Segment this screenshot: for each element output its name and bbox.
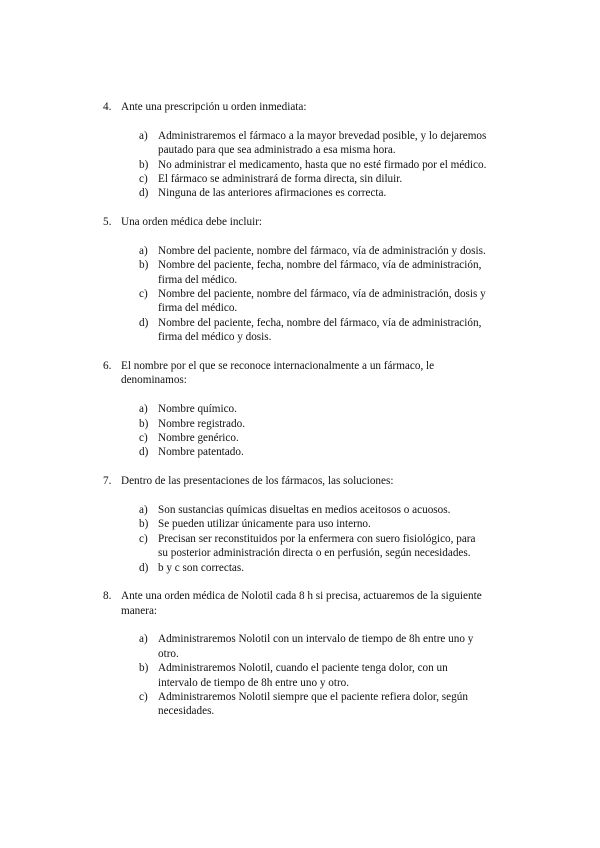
options-list	[0, 244, 600, 345]
option-line	[139, 316, 600, 330]
answer-option	[0, 431, 600, 445]
option-text: Nombre registrado.	[158, 417, 245, 430]
answer-option	[0, 561, 600, 575]
option-letter: b)	[139, 259, 149, 272]
option-line	[158, 647, 600, 661]
option-letter: c)	[139, 431, 148, 444]
option-letter: a)	[139, 503, 148, 516]
question	[0, 215, 600, 345]
option-line	[139, 561, 600, 575]
option-text: b y c son correctas.	[158, 561, 245, 574]
question-line	[0, 373, 600, 387]
question-line	[0, 604, 600, 618]
option-text: firma del médico.	[158, 273, 238, 286]
question-number: 5.	[103, 216, 112, 229]
option-line	[139, 186, 600, 200]
answer-option	[0, 445, 600, 459]
option-text: firma del médico.	[158, 302, 238, 315]
option-text: firma del médico y dosis.	[158, 331, 272, 344]
options-list	[0, 632, 600, 718]
option-line	[139, 258, 600, 272]
option-text: El fármaco se administrará de forma directa, sin diluir.	[158, 172, 403, 185]
option-letter: d)	[139, 187, 149, 200]
question-number: 8.	[103, 590, 112, 603]
option-line	[158, 273, 600, 287]
answer-option	[0, 186, 600, 200]
option-text: Se pueden utilizar únicamente para uso interno.	[158, 518, 371, 531]
option-letter: b)	[139, 518, 149, 531]
option-text: Nombre del paciente, nombre del fármaco, vía de administración, dosis y	[158, 288, 486, 301]
answer-option	[0, 417, 600, 431]
option-text: Administraremos el fármaco a la mayor brevedad posible, y lo dejaremos	[158, 129, 487, 142]
answer-option	[0, 316, 600, 345]
option-line	[139, 172, 600, 186]
answer-option	[0, 632, 600, 661]
question-line	[0, 589, 600, 603]
answer-option	[0, 129, 600, 158]
option-line	[158, 704, 600, 718]
option-letter: d)	[139, 316, 149, 329]
option-text: pautado para que sea administrado a esa misma hora.	[158, 144, 396, 157]
option-line	[139, 503, 600, 517]
document-page	[0, 100, 600, 733]
question-text: El nombre por el que se reconoce internacionalmente a un fármaco, le	[121, 360, 435, 373]
option-line	[139, 517, 600, 531]
option-letter: a)	[139, 129, 148, 142]
option-text: Nombre del paciente, fecha, nombre del fármaco, vía de administración,	[158, 316, 482, 329]
option-line	[158, 143, 600, 157]
question	[0, 100, 600, 201]
option-text: Administraremos Nolotil, cuando el paciente tenga dolor, con un	[158, 662, 448, 675]
question-text: manera:	[121, 604, 158, 617]
option-letter: d)	[139, 561, 149, 574]
answer-option	[0, 503, 600, 517]
option-text: Nombre genérico.	[158, 431, 239, 444]
question-line	[0, 359, 600, 373]
options-list	[0, 402, 600, 460]
option-text: Son sustancias químicas disueltas en medios aceitosos o acuosos.	[158, 503, 451, 516]
answer-option	[0, 172, 600, 186]
option-line	[158, 676, 600, 690]
question-line	[0, 215, 600, 229]
option-line	[139, 402, 600, 416]
question-text: Ante una prescripción u orden inmediata:	[121, 101, 307, 113]
option-letter: d)	[139, 446, 149, 459]
option-text: su posterior administración directa o en perfusión, según necesidades.	[158, 547, 471, 560]
option-text: intervalo de tiempo de 8h entre uno y otro.	[158, 676, 350, 689]
question-number: 4.	[103, 101, 112, 113]
question	[0, 359, 600, 460]
answer-option	[0, 158, 600, 172]
answer-option	[0, 287, 600, 316]
option-line	[139, 431, 600, 445]
answer-option	[0, 690, 600, 719]
option-line	[139, 632, 600, 646]
answer-option	[0, 532, 600, 561]
question-number: 6.	[103, 360, 112, 373]
question	[0, 474, 600, 575]
option-letter: c)	[139, 691, 148, 704]
option-line	[139, 287, 600, 301]
option-line	[139, 445, 600, 459]
question-text: Dentro de las presentaciones de los fármacos, las soluciones:	[121, 475, 394, 488]
question-number: 7.	[103, 475, 112, 488]
option-text: Nombre patentado.	[158, 446, 244, 459]
option-line	[139, 244, 600, 258]
question-line	[0, 474, 600, 488]
option-text: No administrar el medicamento, hasta que no esté firmado por el médico.	[158, 158, 487, 171]
option-letter: a)	[139, 403, 148, 416]
option-line	[139, 417, 600, 431]
options-list	[0, 129, 600, 201]
answer-option	[0, 258, 600, 287]
option-text: Administraremos Nolotil con un intervalo de tiempo de 8h entre uno y	[158, 633, 474, 646]
option-letter: c)	[139, 532, 148, 545]
option-line	[139, 158, 600, 172]
option-line	[158, 301, 600, 315]
option-text: necesidades.	[158, 705, 215, 718]
option-line	[139, 129, 600, 143]
options-list	[0, 503, 600, 575]
option-letter: c)	[139, 172, 148, 185]
question-text: denominamos:	[121, 374, 187, 387]
option-line	[139, 661, 600, 675]
option-letter: b)	[139, 662, 149, 675]
option-line	[158, 330, 600, 344]
answer-option	[0, 402, 600, 416]
option-letter: c)	[139, 288, 148, 301]
option-line	[139, 690, 600, 704]
answer-option	[0, 244, 600, 258]
option-line	[158, 546, 600, 560]
answer-option	[0, 661, 600, 690]
question-text: Una orden médica debe incluir:	[121, 216, 263, 229]
option-text: Nombre químico.	[158, 403, 237, 416]
option-letter: b)	[139, 158, 149, 171]
option-text: Nombre del paciente, fecha, nombre del fármaco, vía de administración,	[158, 259, 482, 272]
question-line	[0, 100, 600, 114]
answer-option	[0, 517, 600, 531]
question-text: Ante una orden médica de Nolotil cada 8 h si precisa, actuaremos de la siguiente	[121, 590, 482, 603]
question	[0, 589, 600, 719]
option-text: otro.	[158, 647, 179, 660]
option-letter: a)	[139, 633, 148, 646]
option-text: Precisan ser reconstituidos por la enfermera con suero fisiológico, para	[158, 532, 476, 545]
option-text: Ninguna de las anteriores afirmaciones es correcta.	[158, 187, 387, 200]
option-letter: a)	[139, 244, 148, 257]
option-letter: b)	[139, 417, 149, 430]
option-text: Nombre del paciente, nombre del fármaco, vía de administración y dosis.	[158, 244, 486, 257]
option-line	[139, 532, 600, 546]
option-text: Administraremos Nolotil siempre que el paciente refiera dolor, según	[158, 691, 468, 704]
